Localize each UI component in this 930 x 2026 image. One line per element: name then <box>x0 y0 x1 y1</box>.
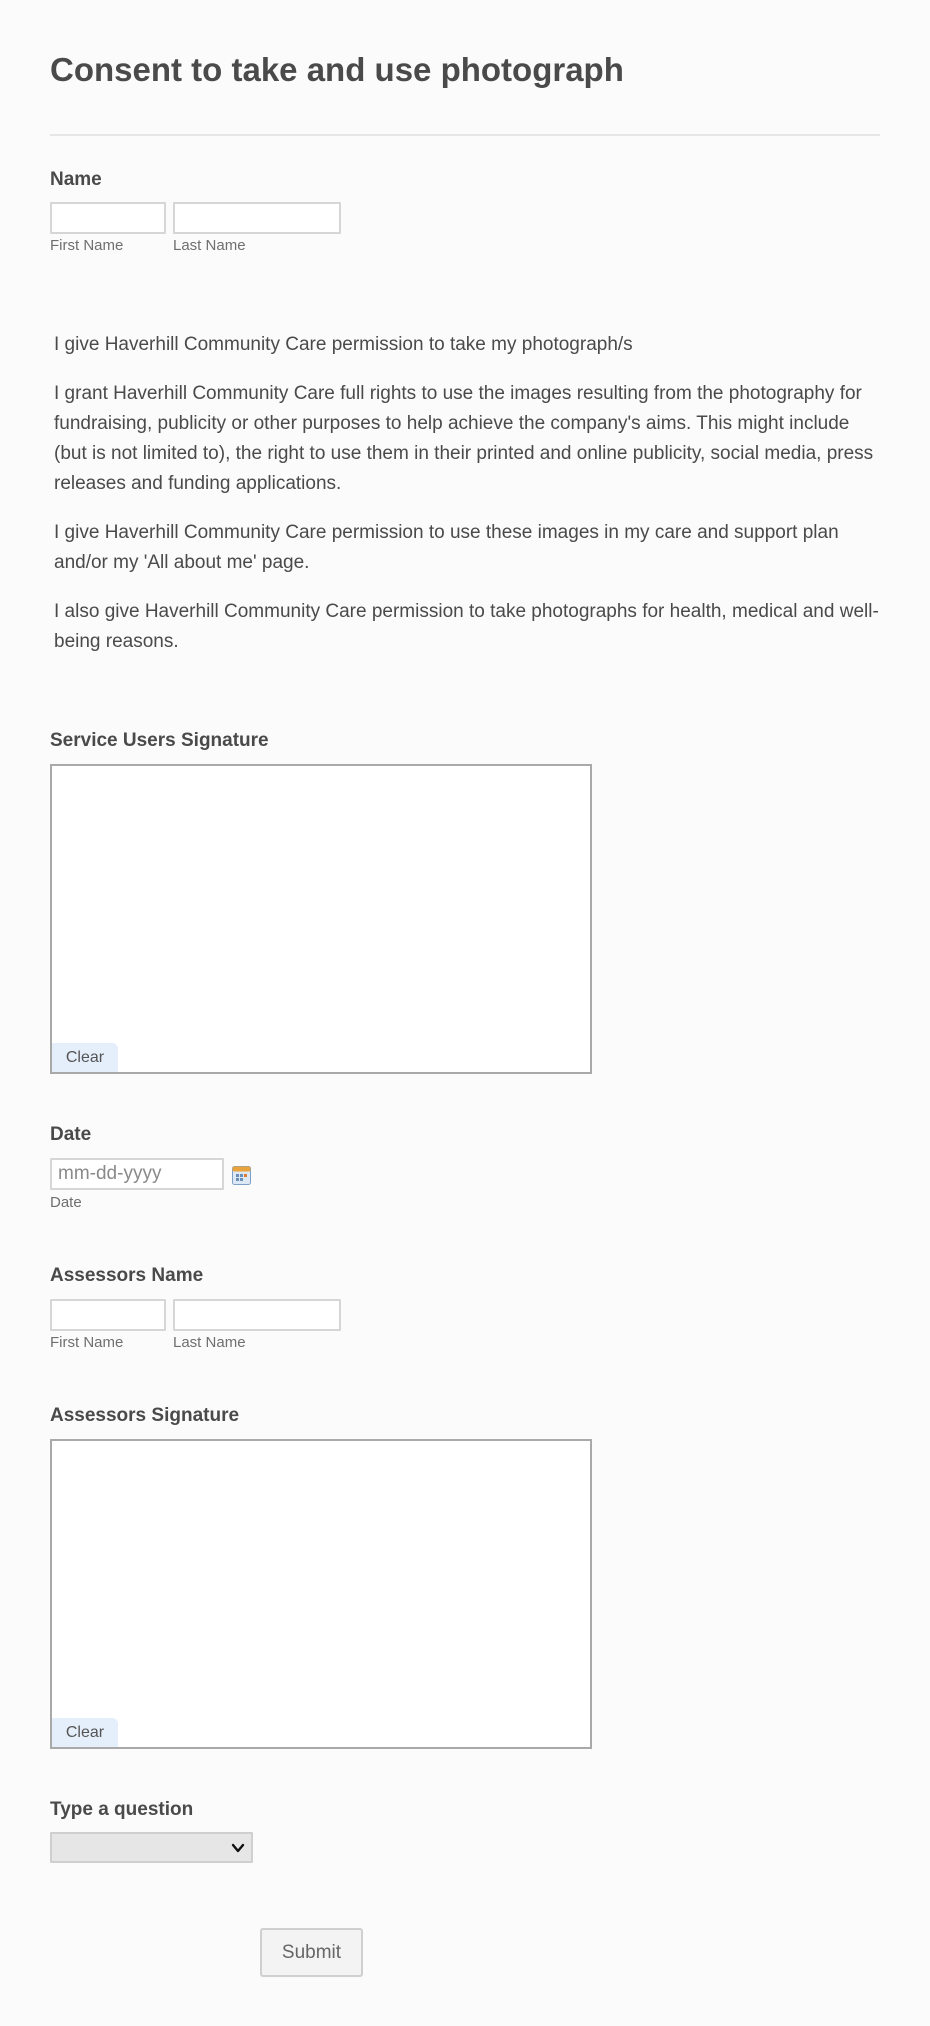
assessor-first-name-input[interactable] <box>50 1299 166 1331</box>
consent-paragraph: I also give Haverhill Community Care permission to take photographs for health, medical and well-being reasons. <box>54 601 879 652</box>
calendar-icon[interactable] <box>232 1166 251 1185</box>
first-name-input[interactable] <box>50 202 166 234</box>
consent-text <box>54 330 884 676</box>
service-signature-label: Service Users Signature <box>50 730 269 751</box>
assessor-last-name-sublabel: Last Name <box>173 1334 246 1351</box>
last-name-input[interactable] <box>173 202 341 234</box>
date-input[interactable] <box>50 1158 224 1190</box>
form-title: Consent to take and use photograph <box>50 51 624 88</box>
chevron-down-icon <box>231 1842 245 1854</box>
assessor-first-name-sublabel: First Name <box>50 1334 124 1351</box>
first-name-sublabel: First Name <box>50 237 124 254</box>
consent-paragraph: I give Haverhill Community Care permission to take my photograph/s <box>54 334 633 355</box>
submit-button[interactable]: Submit <box>260 1928 363 1977</box>
assessor-signature-pad[interactable] <box>50 1439 592 1749</box>
last-name-sublabel: Last Name <box>173 237 246 254</box>
assessor-name-label: Assessors Name <box>50 1265 204 1286</box>
date-label: Date <box>50 1124 92 1145</box>
assessor-signature-label: Assessors Signature <box>50 1405 240 1426</box>
assessor-last-name-input[interactable] <box>173 1299 341 1331</box>
service-signature-clear-button[interactable]: Clear <box>52 1043 118 1072</box>
assessor-signature-clear-button[interactable]: Clear <box>52 1718 118 1747</box>
question-select[interactable] <box>50 1832 253 1863</box>
service-signature-pad[interactable] <box>50 764 592 1074</box>
consent-paragraph: I give Haverhill Community Care permission to use these images in my care and support plan and/or my 'All about me' page. <box>54 522 839 573</box>
name-label: Name <box>50 169 102 190</box>
question-label: Type a question <box>50 1799 194 1820</box>
date-sublabel: Date <box>50 1194 82 1211</box>
title-divider <box>50 134 880 136</box>
consent-paragraph: I grant Haverhill Community Care full rights to use the images resulting from the photography for fundraising, publicity or other purposes to help achieve the company's aims. This might include (but is not limited to), the right to use them in their printed and online publicity, social media, press releases and funding applications. <box>54 383 874 494</box>
